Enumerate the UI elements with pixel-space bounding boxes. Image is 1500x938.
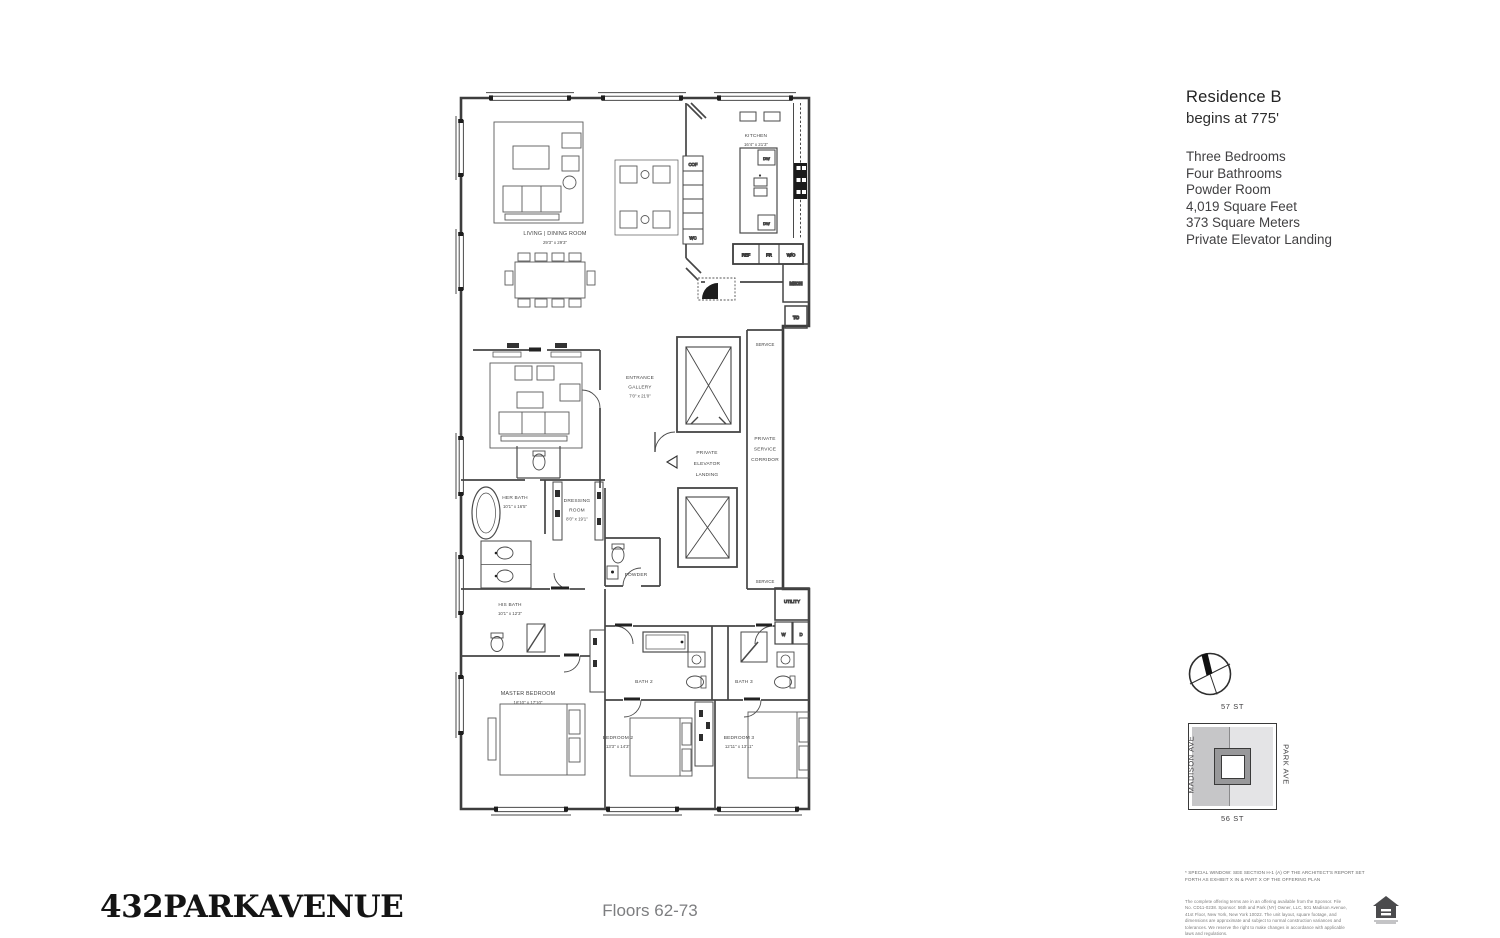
service-label-bottom: SERVICE <box>755 579 775 584</box>
room-label-bedroom2: BEDROOM 2 <box>602 736 634 741</box>
seating-group <box>615 160 678 235</box>
feature-item: Three Bedrooms <box>1186 149 1286 164</box>
site-map-street-bottom: 56 ST <box>1220 814 1244 823</box>
room-label-bedroom3: BEDROOM 3 <box>723 736 755 741</box>
dw-label: DW <box>763 221 770 226</box>
room-label-dressing-2: ROOM <box>569 508 585 514</box>
room-label-entrance-1: ENTRANCE <box>626 376 654 381</box>
room-label-master: MASTER BEDROOM <box>500 691 556 697</box>
room-label-psc-3: CORRIDOR <box>751 458 779 463</box>
wc-label: WC <box>689 235 697 241</box>
utility-room <box>775 588 809 644</box>
site-map-avenue-right: PARK AVE <box>1281 744 1291 785</box>
room-dims-her-bath: 10'1" x 16'5" <box>502 504 528 509</box>
residence-subtitle: begins at 775' <box>1186 110 1279 127</box>
room-label-dressing-1: DRESSING <box>563 499 591 504</box>
powder-room <box>607 544 624 579</box>
bedroom-closet-2 <box>695 702 713 766</box>
feature-item: Powder Room <box>1186 182 1271 198</box>
living-room-furniture <box>494 122 583 223</box>
elevator-call-icon <box>667 456 677 468</box>
mech-label: MECH <box>789 281 803 286</box>
room-label-bath3: BATH 3 <box>735 680 753 685</box>
room-label-bath2: BATH 2 <box>635 680 653 685</box>
mech-tc <box>783 264 809 328</box>
room-label-powder: POWDER <box>624 573 648 578</box>
kitchen <box>740 103 807 238</box>
residence-title: Residence B <box>1186 88 1282 106</box>
site-map-building-core <box>1221 755 1245 779</box>
floor-plan-drawing <box>455 86 823 816</box>
fr-label: FR <box>766 252 772 258</box>
master-bedroom-furniture <box>488 704 585 775</box>
private-elevator-shaft <box>677 337 740 432</box>
feature-item: 373 Square Meters <box>1186 215 1300 231</box>
room-label-psc-1: PRIVATE <box>754 437 776 442</box>
room-label-pel-3: LANDING <box>695 473 719 478</box>
room-dims-his-bath: 10'1" x 12'3" <box>497 611 523 616</box>
equal-housing-icon <box>1371 895 1401 925</box>
site-map <box>1188 723 1277 810</box>
room-label-entrance-2: GALLERY <box>628 385 652 391</box>
wo-label: W/O <box>786 252 796 258</box>
door-saddles <box>529 348 772 701</box>
room-dims-entrance: 7'0" x 21'0" <box>629 393 651 399</box>
door-swings <box>554 390 776 717</box>
room-dims-bedroom2: 13'3" x 14'3" <box>605 744 631 749</box>
dw-label: DW <box>763 156 770 161</box>
building-logo: 432PARKAVENUE <box>100 889 404 925</box>
room-dims-master: 16'10" x 17'10" <box>513 700 543 705</box>
compass-icon <box>1186 650 1234 698</box>
feature-item: Private Elevator Landing <box>1186 231 1332 247</box>
room-label-psc-2: SERVICE <box>753 447 777 453</box>
info-panel <box>1186 88 1486 249</box>
closet-stack <box>683 156 703 244</box>
windows-top <box>486 93 796 102</box>
site-map-building-footprint <box>1214 748 1251 785</box>
site-map-avenue-left: MADISON AVE <box>1186 735 1196 794</box>
windows-bottom <box>491 806 802 815</box>
room-dims-living-dining: 29'3" x 29'3" <box>542 240 568 245</box>
room-label-his-bath: HIS BATH <box>498 603 522 608</box>
floors-label: Floors 62-73 <box>602 901 698 920</box>
site-map-street-top: 57 ST <box>1220 702 1244 711</box>
sitting-wc <box>517 446 560 478</box>
room-label-pel-1: PRIVATE <box>696 451 718 456</box>
bedroom-closet-1 <box>590 630 605 692</box>
room-dims-kitchen: 16'4" x 21'3" <box>743 142 769 147</box>
bedroom2-furniture <box>630 718 692 776</box>
room-label-living-dining: LIVING | DINING ROOM <box>523 231 587 237</box>
feature-item: Four Bathrooms <box>1186 165 1283 181</box>
service-elevator-shaft <box>678 488 737 567</box>
cof-label: COF <box>688 162 698 167</box>
room-label-her-bath: HER BATH <box>502 496 528 501</box>
his-bath <box>491 624 545 652</box>
room-dims-dressing: 8'0" x 19'1" <box>566 516 588 522</box>
ref-label: REF <box>741 252 751 258</box>
appliance-row <box>733 244 803 264</box>
service-label-top: SERVICE <box>755 342 775 347</box>
tc-label: TC <box>793 315 799 320</box>
dining-table <box>505 253 595 307</box>
offering-disclaimer: The complete offering terms are in an offering available from the Sponsor. File No. CD11-0238. Sponsor: 56th and Park (NY) Owner, LLC, 501 Madison Avenue, 41st Floor, New York, New York 10022. The unit layout, square footage, and dimensions are approximate and subject to normal construction variances and tolerances. We reserve the right to make changes in accordance with applicable laws and regulations. <box>1185 899 1348 937</box>
utility-label: UTILITY <box>784 599 800 604</box>
bedroom3-furniture <box>748 712 809 778</box>
washer-label: W <box>781 632 786 637</box>
sitting-room-furniture <box>490 363 582 448</box>
special-window-note: * SPECIAL WINDOW: SEE SECTION H-1 (A) OF THE ARCHITECT'S REPORT SET FORTH AS EXHIBIT X IN & PART X OF THE OFFERING PLAN <box>1185 870 1365 883</box>
room-label-kitchen: KITCHEN <box>744 134 768 139</box>
her-bath <box>472 487 531 588</box>
room-label-pel-2: ELEVATOR <box>693 462 721 467</box>
feature-list <box>1186 149 1486 249</box>
feature-item: 4,019 Square Feet <box>1186 198 1297 214</box>
floor-plan <box>455 86 823 816</box>
room-dims-bedroom3: 12'11" x 13'11" <box>724 744 754 749</box>
dryer-label: D <box>799 632 803 637</box>
